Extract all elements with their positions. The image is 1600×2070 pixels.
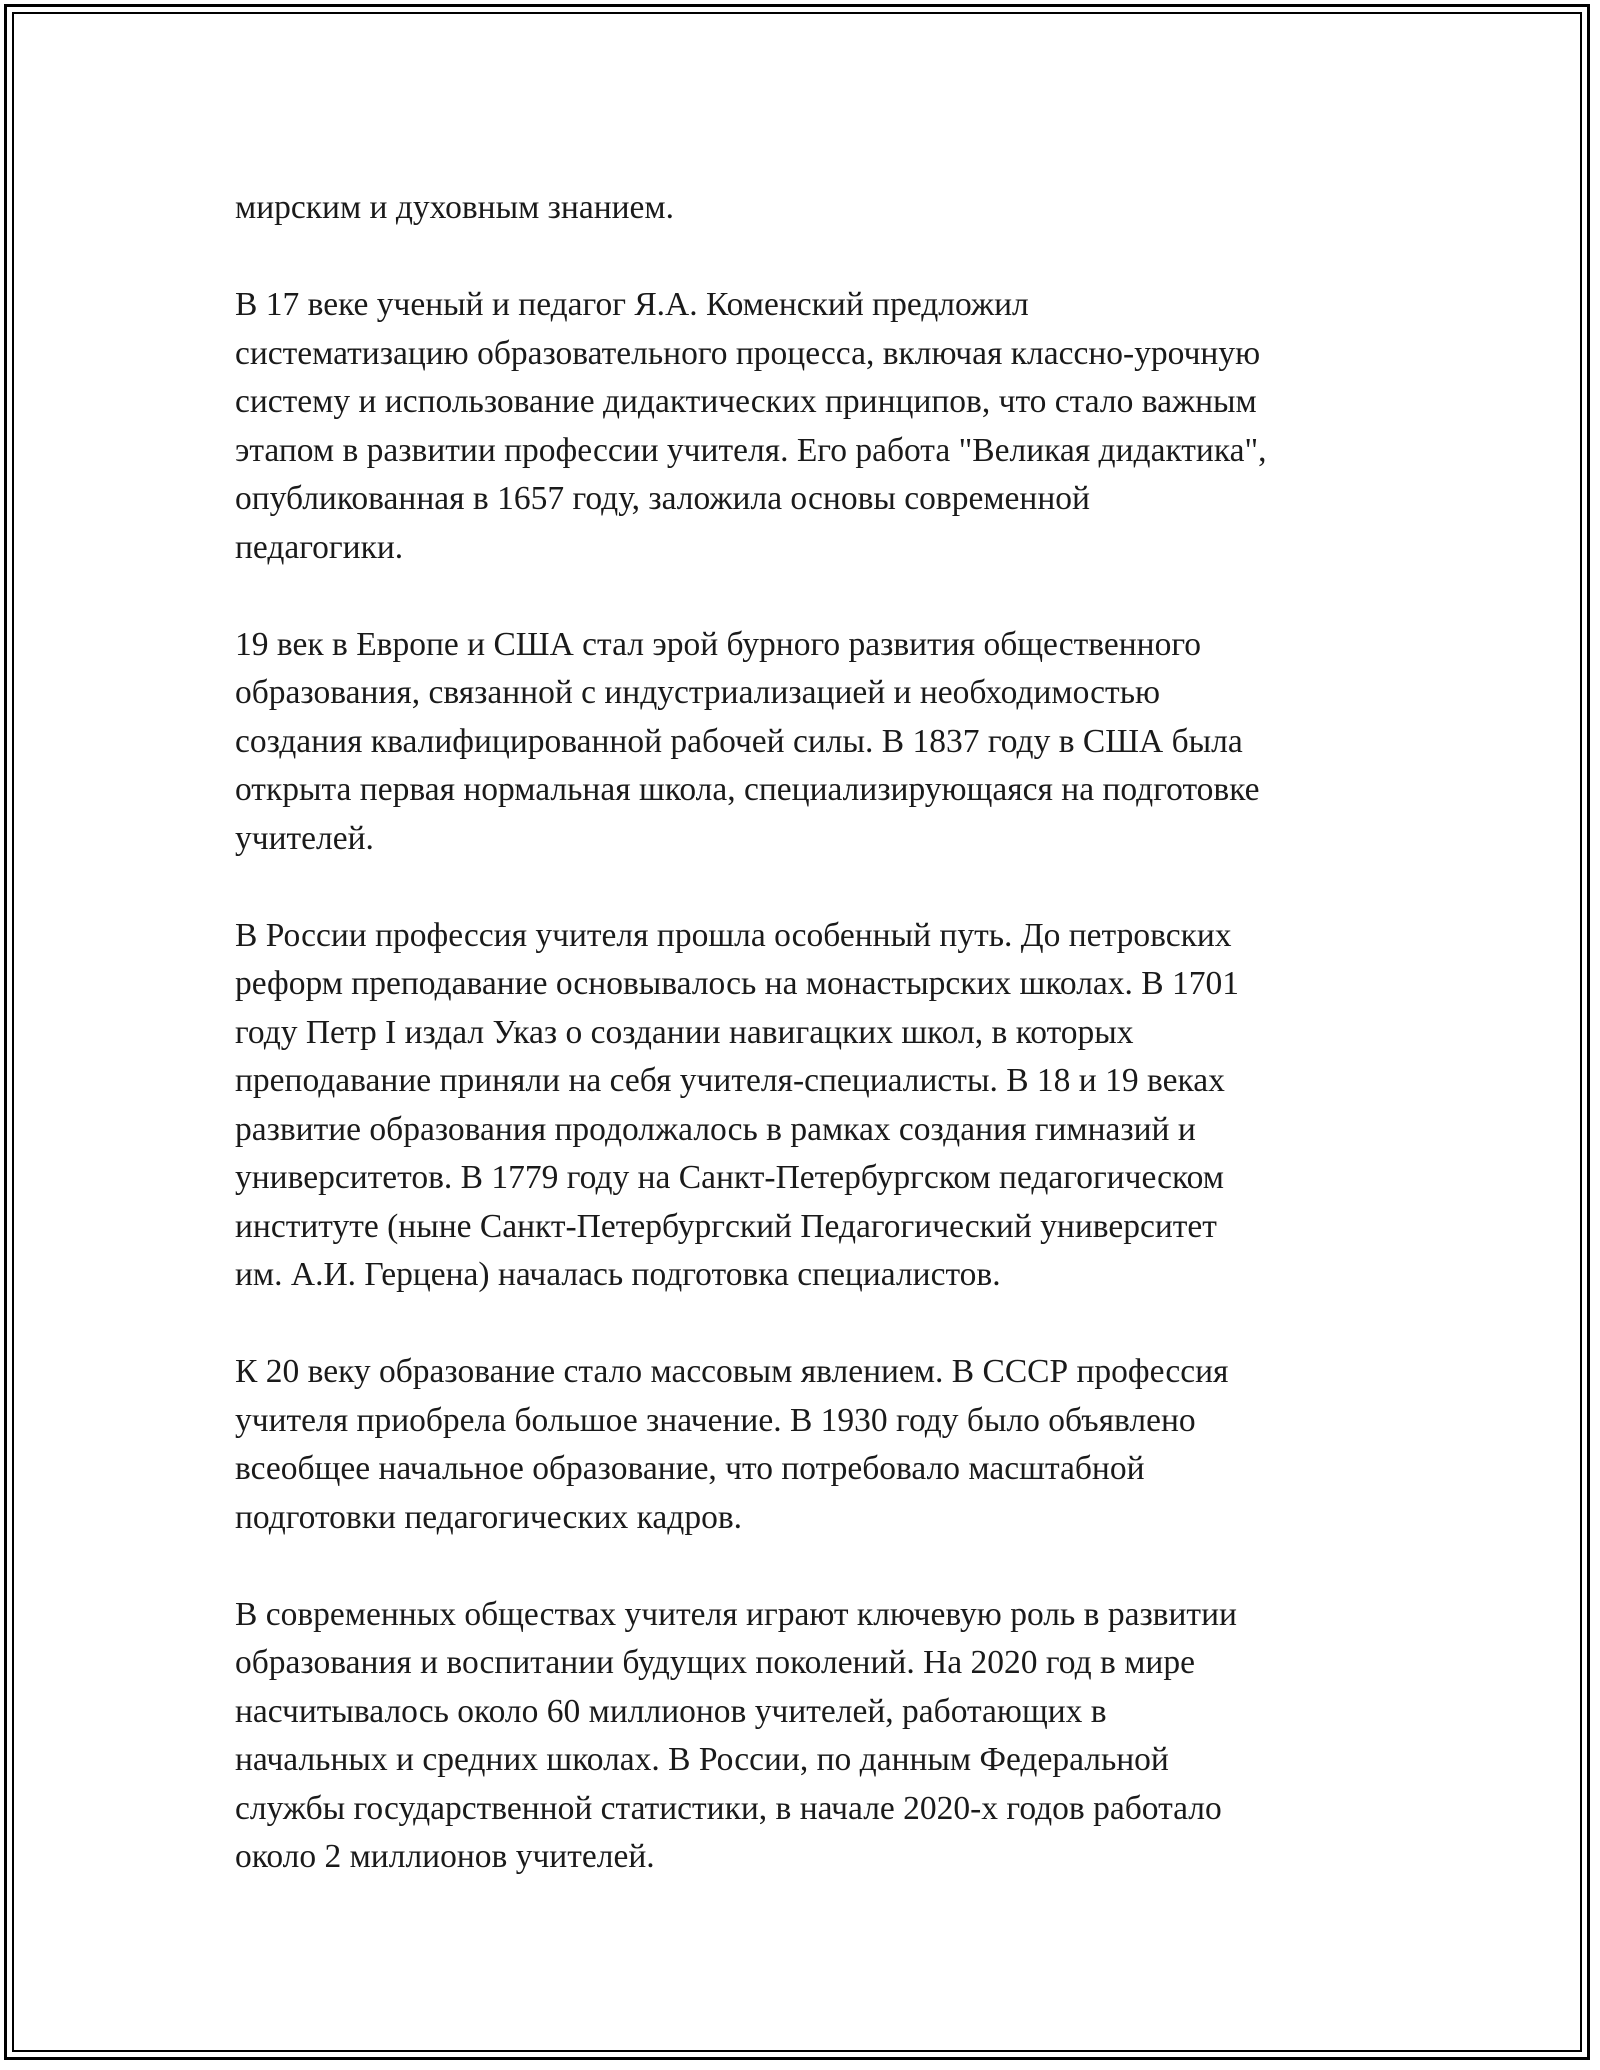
text-line: насчитывалось около 60 миллионов учителей, работающих в bbox=[235, 1692, 1107, 1730]
text-line: службы государственной статистики, в начале 2020-х годов работало bbox=[235, 1789, 1222, 1827]
text-line: развитие образования продолжалось в рамках создания гимназий и bbox=[235, 1110, 1196, 1148]
text-line: около 2 миллионов учителей. bbox=[235, 1838, 655, 1875]
text-line: систематизацию образовательного процесса, включая классно-урочную bbox=[235, 334, 1261, 372]
text-line: образования и воспитании будущих поколений. На 2020 год в мире bbox=[235, 1644, 1195, 1681]
text-line: подготовки педагогических кадров. bbox=[235, 1498, 743, 1536]
document-body bbox=[235, 184, 1385, 1930]
text-line: году Петр I издал Указ о создании навигацких школ, в которых bbox=[235, 1013, 1134, 1051]
text-line: открыта первая нормальная школа, специализирующаяся на подготовке bbox=[235, 771, 1260, 808]
text-line: К 20 веку образование стало массовым явлением. В СССР профессия bbox=[235, 1353, 1229, 1390]
text-line: мирским и духовным знанием. bbox=[235, 189, 675, 226]
paragraph-5 bbox=[235, 1348, 1385, 1542]
text-line: всеобщее начальное образование, что потребовало масштабной bbox=[235, 1450, 1145, 1487]
text-line: учителя приобрела большое значение. В 1930 году было объявлено bbox=[235, 1401, 1196, 1439]
text-line: 19 век в Европе и США стал эрой бурного развития общественного bbox=[235, 625, 1202, 663]
text-line: им. А.И. Герцена) началась подготовка специалистов. bbox=[235, 1256, 1001, 1293]
text-line: университетов. В 1779 году на Санкт-Петербургском педагогическом bbox=[235, 1159, 1224, 1196]
paragraph-2 bbox=[235, 281, 1385, 572]
text-line: начальных и средних школах. В России, по данным Федеральной bbox=[235, 1741, 1169, 1778]
paragraph-3 bbox=[235, 621, 1385, 864]
text-line: этапом в развитии профессии учителя. Его работа "Великая дидактика", bbox=[235, 431, 1267, 469]
text-line: систему и использование дидактических принципов, что стало важным bbox=[235, 383, 1257, 420]
text-line: педагогики. bbox=[235, 528, 404, 566]
text-line: образования, связанной с индустриализацией и необходимостью bbox=[235, 674, 1160, 711]
text-line: институте (ныне Санкт-Петербургский Педагогический университет bbox=[235, 1207, 1217, 1245]
text-line: В России профессия учителя прошла особенный путь. До петровских bbox=[235, 916, 1232, 954]
text-line: создания квалифицированной рабочей силы. В 1837 году в США была bbox=[235, 722, 1243, 760]
paragraph-1 bbox=[235, 184, 1385, 233]
paragraph-6 bbox=[235, 1591, 1385, 1882]
text-line: преподавание приняли на себя учителя-специалисты. В 18 и 19 веках bbox=[235, 1062, 1225, 1099]
text-line: В современных обществах учителя играют ключевую роль в развитии bbox=[235, 1595, 1237, 1633]
text-line: В 17 веке ученый и педагог Я.А. Коменский предложил bbox=[235, 286, 1029, 323]
text-line: опубликованная в 1657 году, заложила основы современной bbox=[235, 480, 1090, 517]
paragraph-4 bbox=[235, 912, 1385, 1300]
text-line: учителей. bbox=[235, 819, 374, 857]
text-line: реформ преподавание основывалось на монастырских школах. В 1701 bbox=[235, 965, 1240, 1002]
